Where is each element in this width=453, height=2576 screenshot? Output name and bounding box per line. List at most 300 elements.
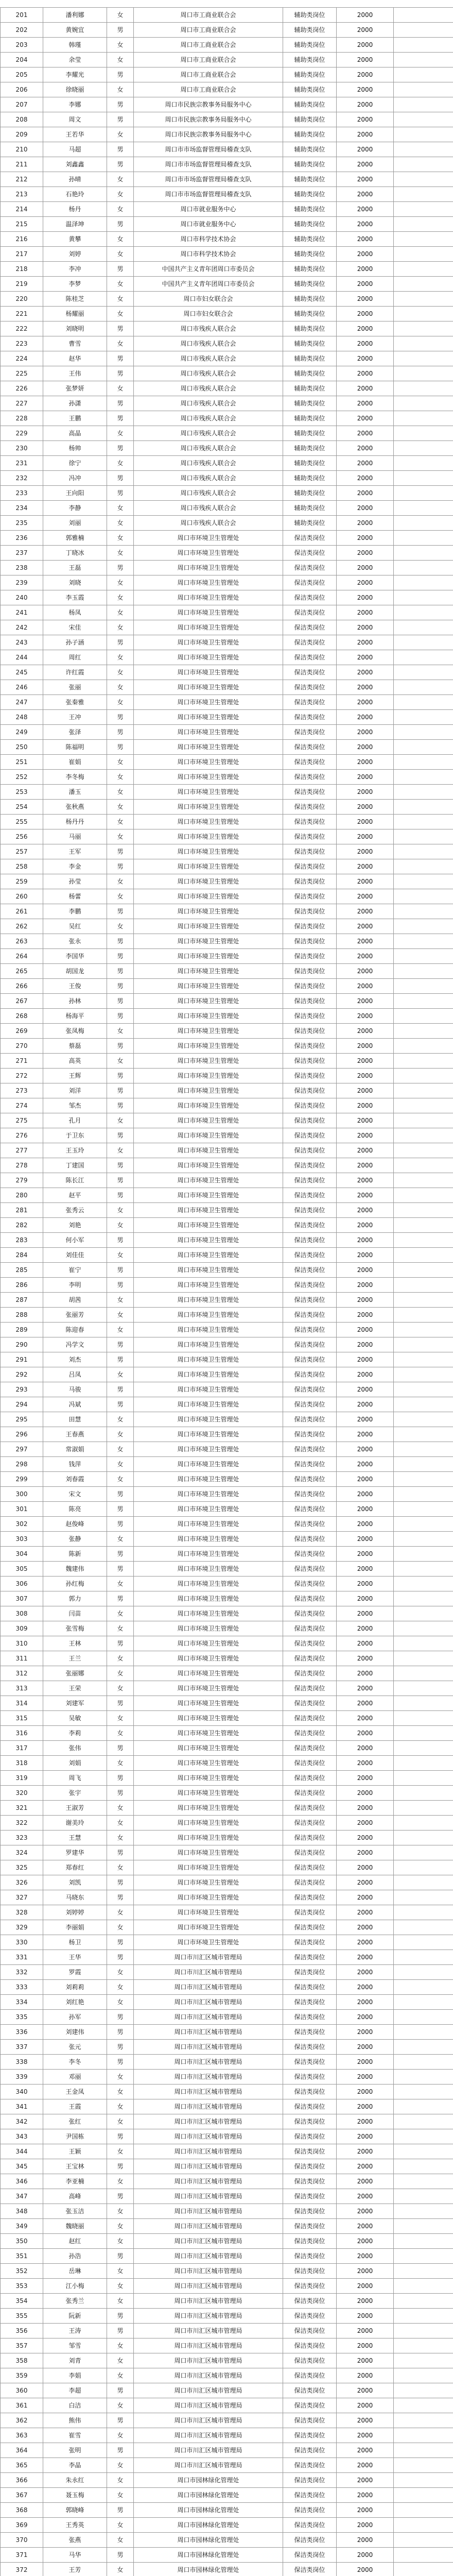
- amount-cell: 2000: [337, 785, 394, 800]
- table-row: [1, 2473, 453, 2488]
- position-cell: 保洁类岗位: [283, 2353, 337, 2368]
- remarks-cell: [394, 2309, 453, 2324]
- table-row: [1, 859, 453, 874]
- amount-cell: 2000: [337, 904, 394, 919]
- gender-cell: 女: [107, 1218, 134, 1233]
- name-cell: 刘建伟: [43, 2025, 107, 2040]
- index-cell: 328: [1, 1905, 43, 1920]
- table-row: [1, 157, 453, 172]
- gender-cell: 女: [107, 1427, 134, 1442]
- table-row: [1, 1188, 453, 1203]
- gender-cell: 女: [107, 1816, 134, 1831]
- name-cell: 邓丽: [43, 2070, 107, 2084]
- gender-cell: 女: [107, 889, 134, 904]
- position-cell: 保洁类岗位: [283, 755, 337, 770]
- name-cell: 蔡磊: [43, 1039, 107, 1054]
- gender-cell: 女: [107, 1248, 134, 1263]
- index-cell: 310: [1, 1636, 43, 1651]
- gender-cell: 男: [107, 2249, 134, 2264]
- gender-cell: 女: [107, 456, 134, 471]
- amount-cell: 2000: [337, 1487, 394, 1502]
- unit-cell: 周口市环境卫生管理处: [134, 575, 283, 590]
- index-cell: 358: [1, 2353, 43, 2368]
- index-cell: 340: [1, 2084, 43, 2099]
- amount-cell: 2000: [337, 38, 394, 53]
- index-cell: 318: [1, 1756, 43, 1771]
- table-row: [1, 2144, 453, 2159]
- remarks-cell: [394, 2249, 453, 2264]
- position-cell: 保洁类岗位: [283, 829, 337, 844]
- remarks-cell: [394, 889, 453, 904]
- index-cell: 254: [1, 800, 43, 815]
- gender-cell: 女: [107, 2398, 134, 2413]
- position-cell: 保洁类岗位: [283, 1577, 337, 1591]
- unit-cell: 周口市残疾人联合会: [134, 336, 283, 351]
- unit-cell: 周口市川汇区城市管理局: [134, 2413, 283, 2428]
- gender-cell: 男: [107, 2040, 134, 2055]
- remarks-cell: [394, 1024, 453, 1039]
- index-cell: 232: [1, 471, 43, 486]
- remarks-cell: [394, 1532, 453, 1547]
- name-cell: 李鹏: [43, 904, 107, 919]
- amount-cell: 2000: [337, 1054, 394, 1069]
- unit-cell: 周口市环境卫生管理处: [134, 695, 283, 710]
- table-row: [1, 2458, 453, 2473]
- position-cell: 保洁类岗位: [283, 2204, 337, 2219]
- amount-cell: 2000: [337, 1831, 394, 1845]
- unit-cell: 周口市残疾人联合会: [134, 381, 283, 396]
- unit-cell: 周口市环境卫生管理处: [134, 1875, 283, 1890]
- position-cell: 辅助类岗位: [283, 396, 337, 411]
- index-cell: 236: [1, 531, 43, 546]
- index-cell: 239: [1, 575, 43, 590]
- position-cell: 保洁类岗位: [283, 1591, 337, 1606]
- gender-cell: 女: [107, 2144, 134, 2159]
- remarks-cell: [394, 740, 453, 755]
- position-cell: 保洁类岗位: [283, 964, 337, 979]
- remarks-cell: [394, 635, 453, 650]
- gender-cell: 男: [107, 1950, 134, 1965]
- remarks-cell: [394, 1442, 453, 1457]
- amount-cell: 2000: [337, 366, 394, 381]
- position-cell: 保洁类岗位: [283, 2324, 337, 2338]
- amount-cell: 2000: [337, 1069, 394, 1083]
- amount-cell: 2000: [337, 695, 394, 710]
- unit-cell: 周口市环境卫生管理处: [134, 1591, 283, 1606]
- name-cell: 崔雪: [43, 2428, 107, 2443]
- index-cell: 333: [1, 1980, 43, 1995]
- remarks-cell: [394, 2548, 453, 2563]
- gender-cell: 女: [107, 1113, 134, 1128]
- amount-cell: 2000: [337, 1397, 394, 1412]
- gender-cell: 男: [107, 1935, 134, 1950]
- remarks-cell: [394, 277, 453, 292]
- unit-cell: 周口市川汇区城市管理局: [134, 2294, 283, 2309]
- position-cell: 保洁类岗位: [283, 1278, 337, 1293]
- remarks-cell: [394, 38, 453, 53]
- roster-table: [0, 7, 453, 2576]
- name-cell: 胡茜: [43, 1293, 107, 1308]
- position-cell: 保洁类岗位: [283, 1651, 337, 1666]
- amount-cell: 2000: [337, 1337, 394, 1352]
- position-cell: 辅助类岗位: [283, 501, 337, 516]
- position-cell: 保洁类岗位: [283, 800, 337, 815]
- index-cell: 314: [1, 1696, 43, 1711]
- index-cell: 246: [1, 680, 43, 695]
- gender-cell: 男: [107, 2443, 134, 2458]
- amount-cell: 2000: [337, 1681, 394, 1696]
- amount-cell: 2000: [337, 232, 394, 247]
- name-cell: 崔宁: [43, 1263, 107, 1278]
- table-row: [1, 112, 453, 127]
- unit-cell: 周口市川汇区城市管理局: [134, 2324, 283, 2338]
- position-cell: 保洁类岗位: [283, 2099, 337, 2114]
- gender-cell: 男: [107, 366, 134, 381]
- position-cell: 辅助类岗位: [283, 262, 337, 277]
- name-cell: 李晶: [43, 2458, 107, 2473]
- gender-cell: 女: [107, 1995, 134, 2010]
- amount-cell: 2000: [337, 680, 394, 695]
- gender-cell: 女: [107, 2204, 134, 2219]
- remarks-cell: [394, 1113, 453, 1128]
- unit-cell: 周口市园林绿化管理处: [134, 2548, 283, 2563]
- remarks-cell: [394, 486, 453, 501]
- position-cell: 辅助类岗位: [283, 247, 337, 262]
- unit-cell: 周口市环境卫生管理处: [134, 755, 283, 770]
- name-cell: 韩瑾: [43, 38, 107, 53]
- name-cell: 余莹: [43, 53, 107, 67]
- amount-cell: 2000: [337, 1293, 394, 1308]
- unit-cell: 周口市川汇区城市管理局: [134, 1995, 283, 2010]
- amount-cell: 2000: [337, 307, 394, 321]
- index-cell: 308: [1, 1606, 43, 1621]
- table-row: [1, 1218, 453, 1233]
- index-cell: 293: [1, 1382, 43, 1397]
- table-row: [1, 381, 453, 396]
- table-row: [1, 605, 453, 620]
- unit-cell: 周口市川汇区城市管理局: [134, 2249, 283, 2264]
- name-cell: 阮新: [43, 2309, 107, 2324]
- table-row: [1, 2055, 453, 2070]
- index-cell: 284: [1, 1248, 43, 1263]
- remarks-cell: [394, 112, 453, 127]
- remarks-cell: [394, 979, 453, 994]
- remarks-cell: [394, 1845, 453, 1860]
- amount-cell: 2000: [337, 292, 394, 307]
- position-cell: 保洁类岗位: [283, 1069, 337, 1083]
- name-cell: 王军: [43, 844, 107, 859]
- amount-cell: 2000: [337, 1323, 394, 1337]
- name-cell: 郑春红: [43, 1860, 107, 1875]
- name-cell: 杨帅: [43, 441, 107, 456]
- name-cell: 张秦雅: [43, 695, 107, 710]
- gender-cell: 女: [107, 307, 134, 321]
- index-cell: 201: [1, 8, 43, 23]
- gender-cell: 男: [107, 1098, 134, 1113]
- unit-cell: 周口市环境卫生管理处: [134, 919, 283, 934]
- table-row: [1, 1801, 453, 1816]
- table-row: [1, 800, 453, 815]
- amount-cell: 2000: [337, 1532, 394, 1547]
- table-row: [1, 1248, 453, 1263]
- position-cell: 保洁类岗位: [283, 1352, 337, 1367]
- position-cell: 保洁类岗位: [283, 740, 337, 755]
- amount-cell: 2000: [337, 351, 394, 366]
- unit-cell: 周口市川汇区城市管理局: [134, 2279, 283, 2294]
- index-cell: 287: [1, 1293, 43, 1308]
- amount-cell: 2000: [337, 1158, 394, 1173]
- table-row: [1, 1591, 453, 1606]
- table-row: [1, 1009, 453, 1024]
- remarks-cell: [394, 23, 453, 38]
- amount-cell: 2000: [337, 1039, 394, 1054]
- index-cell: 268: [1, 1009, 43, 1024]
- gender-cell: 男: [107, 1562, 134, 1577]
- index-cell: 233: [1, 486, 43, 501]
- unit-cell: 周口市环境卫生管理处: [134, 1233, 283, 1248]
- position-cell: 辅助类岗位: [283, 127, 337, 142]
- index-cell: 356: [1, 2324, 43, 2338]
- index-cell: 360: [1, 2383, 43, 2398]
- index-cell: 207: [1, 97, 43, 112]
- unit-cell: 周口市环境卫生管理处: [134, 1651, 283, 1666]
- table-row: [1, 2428, 453, 2443]
- remarks-cell: [394, 2338, 453, 2353]
- index-cell: 202: [1, 23, 43, 38]
- amount-cell: 2000: [337, 321, 394, 336]
- gender-cell: 男: [107, 740, 134, 755]
- table-row: [1, 1069, 453, 1083]
- position-cell: 辅助类岗位: [283, 202, 337, 217]
- table-row: [1, 307, 453, 321]
- gender-cell: 男: [107, 2503, 134, 2518]
- table-row: [1, 1487, 453, 1502]
- unit-cell: 周口市环境卫生管理处: [134, 1741, 283, 1756]
- remarks-cell: [394, 1547, 453, 1562]
- index-cell: 295: [1, 1412, 43, 1427]
- gender-cell: 男: [107, 157, 134, 172]
- name-cell: 李明: [43, 1278, 107, 1293]
- amount-cell: 2000: [337, 1128, 394, 1143]
- name-cell: 刘莉莉: [43, 1980, 107, 1995]
- amount-cell: 2000: [337, 770, 394, 785]
- remarks-cell: [394, 1054, 453, 1069]
- gender-cell: 女: [107, 2070, 134, 2084]
- gender-cell: 女: [107, 800, 134, 815]
- table-row: [1, 187, 453, 202]
- name-cell: 孙潇: [43, 396, 107, 411]
- name-cell: 王林: [43, 1636, 107, 1651]
- index-cell: 307: [1, 1591, 43, 1606]
- gender-cell: 女: [107, 82, 134, 97]
- position-cell: 保洁类岗位: [283, 919, 337, 934]
- unit-cell: 周口市环境卫生管理处: [134, 1726, 283, 1741]
- table-row: [1, 2249, 453, 2264]
- index-cell: 203: [1, 38, 43, 53]
- gender-cell: 女: [107, 1143, 134, 1158]
- remarks-cell: [394, 366, 453, 381]
- unit-cell: 周口市环境卫生管理处: [134, 605, 283, 620]
- name-cell: 潘玉: [43, 785, 107, 800]
- index-cell: 292: [1, 1367, 43, 1382]
- name-cell: 王春燕: [43, 1427, 107, 1442]
- index-cell: 335: [1, 2010, 43, 2025]
- unit-cell: 周口市残疾人联合会: [134, 426, 283, 441]
- unit-cell: 周口市环境卫生管理处: [134, 725, 283, 740]
- name-cell: 马华: [43, 2548, 107, 2563]
- name-cell: 张玉洁: [43, 2204, 107, 2219]
- gender-cell: 男: [107, 1382, 134, 1397]
- amount-cell: 2000: [337, 262, 394, 277]
- unit-cell: 中国共产主义青年团周口市委员会: [134, 277, 283, 292]
- unit-cell: 周口市环境卫生管理处: [134, 665, 283, 680]
- unit-cell: 周口市环境卫生管理处: [134, 1293, 283, 1308]
- unit-cell: 周口市园林绿化管理处: [134, 2503, 283, 2518]
- unit-cell: 周口市园林绿化管理处: [134, 2518, 283, 2533]
- index-cell: 221: [1, 307, 43, 321]
- remarks-cell: [394, 650, 453, 665]
- remarks-cell: [394, 2234, 453, 2249]
- gender-cell: 女: [107, 815, 134, 829]
- index-cell: 368: [1, 2503, 43, 2518]
- name-cell: 刘建军: [43, 1696, 107, 1711]
- position-cell: 保洁类岗位: [283, 1487, 337, 1502]
- table-row: [1, 1427, 453, 1442]
- table-row: [1, 1621, 453, 1636]
- gender-cell: 女: [107, 2174, 134, 2189]
- amount-cell: 2000: [337, 575, 394, 590]
- table-row: [1, 1756, 453, 1771]
- table-row: [1, 1547, 453, 1562]
- position-cell: 保洁类岗位: [283, 2159, 337, 2174]
- index-cell: 234: [1, 501, 43, 516]
- amount-cell: 2000: [337, 2338, 394, 2353]
- remarks-cell: [394, 1143, 453, 1158]
- index-cell: 291: [1, 1352, 43, 1367]
- name-cell: 王辉: [43, 1069, 107, 1083]
- position-cell: 保洁类岗位: [283, 1412, 337, 1427]
- gender-cell: 男: [107, 2189, 134, 2204]
- name-cell: 王冲: [43, 710, 107, 725]
- unit-cell: 周口市工商业联合会: [134, 67, 283, 82]
- table-row: [1, 142, 453, 157]
- unit-cell: 周口市环境卫生管理处: [134, 1532, 283, 1547]
- index-cell: 315: [1, 1711, 43, 1726]
- name-cell: 张丽娜: [43, 1666, 107, 1681]
- remarks-cell: [394, 1233, 453, 1248]
- amount-cell: 2000: [337, 1083, 394, 1098]
- table-row: [1, 396, 453, 411]
- name-cell: 张梦妍: [43, 381, 107, 396]
- index-cell: 222: [1, 321, 43, 336]
- remarks-cell: [394, 725, 453, 740]
- amount-cell: 2000: [337, 1920, 394, 1935]
- table-row: [1, 2159, 453, 2174]
- gender-cell: 女: [107, 1621, 134, 1636]
- name-cell: 郭晓峰: [43, 2503, 107, 2518]
- remarks-cell: [394, 904, 453, 919]
- name-cell: 张丽芳: [43, 1308, 107, 1323]
- index-cell: 362: [1, 2413, 43, 2428]
- amount-cell: 2000: [337, 1606, 394, 1621]
- position-cell: 辅助类岗位: [283, 187, 337, 202]
- amount-cell: 2000: [337, 1024, 394, 1039]
- index-cell: 269: [1, 1024, 43, 1039]
- amount-cell: 2000: [337, 67, 394, 82]
- remarks-cell: [394, 1412, 453, 1427]
- gender-cell: 女: [107, 1442, 134, 1457]
- remarks-cell: [394, 2099, 453, 2114]
- table-row: [1, 2398, 453, 2413]
- amount-cell: 2000: [337, 561, 394, 575]
- amount-cell: 2000: [337, 934, 394, 949]
- gender-cell: 女: [107, 1532, 134, 1547]
- unit-cell: 周口市残疾人联合会: [134, 456, 283, 471]
- gender-cell: 男: [107, 486, 134, 501]
- amount-cell: 2000: [337, 1935, 394, 1950]
- amount-cell: 2000: [337, 2114, 394, 2129]
- name-cell: 宋佳: [43, 620, 107, 635]
- unit-cell: 周口市环境卫生管理处: [134, 1248, 283, 1263]
- unit-cell: 周口市环境卫生管理处: [134, 531, 283, 546]
- name-cell: 潘利娜: [43, 8, 107, 23]
- index-cell: 272: [1, 1069, 43, 1083]
- unit-cell: 周口市残疾人联合会: [134, 471, 283, 486]
- gender-cell: 男: [107, 1875, 134, 1890]
- index-cell: 214: [1, 202, 43, 217]
- amount-cell: 2000: [337, 1756, 394, 1771]
- position-cell: 保洁类岗位: [283, 2398, 337, 2413]
- unit-cell: 周口市环境卫生管理处: [134, 1098, 283, 1113]
- amount-cell: 2000: [337, 2129, 394, 2144]
- name-cell: 张秀兰: [43, 2294, 107, 2309]
- table-row: [1, 650, 453, 665]
- index-cell: 227: [1, 396, 43, 411]
- unit-cell: 周口市园林绿化管理处: [134, 2533, 283, 2548]
- remarks-cell: [394, 2383, 453, 2398]
- name-cell: 王淑芳: [43, 1801, 107, 1816]
- position-cell: 保洁类岗位: [283, 2174, 337, 2189]
- position-cell: 保洁类岗位: [283, 2413, 337, 2428]
- position-cell: 保洁类岗位: [283, 1502, 337, 1517]
- name-cell: 闫苗: [43, 1606, 107, 1621]
- unit-cell: 周口市环境卫生管理处: [134, 1367, 283, 1382]
- position-cell: 保洁类岗位: [283, 710, 337, 725]
- table-row: [1, 1442, 453, 1457]
- unit-cell: 周口市环境卫生管理处: [134, 1039, 283, 1054]
- remarks-cell: [394, 2279, 453, 2294]
- table-row: [1, 2353, 453, 2368]
- name-cell: 张静: [43, 1532, 107, 1547]
- name-cell: 刘艳: [43, 1218, 107, 1233]
- name-cell: 吕凤: [43, 1367, 107, 1382]
- amount-cell: 2000: [337, 426, 394, 441]
- index-cell: 372: [1, 2563, 43, 2576]
- remarks-cell: [394, 2264, 453, 2279]
- name-cell: 白洁: [43, 2398, 107, 2413]
- table-row: [1, 2338, 453, 2353]
- position-cell: 辅助类岗位: [283, 292, 337, 307]
- remarks-cell: [394, 217, 453, 232]
- position-cell: 辅助类岗位: [283, 23, 337, 38]
- unit-cell: 周口市环境卫生管理处: [134, 785, 283, 800]
- remarks-cell: [394, 2413, 453, 2428]
- name-cell: 魏晓丽: [43, 2219, 107, 2234]
- index-cell: 242: [1, 620, 43, 635]
- position-cell: 保洁类岗位: [283, 859, 337, 874]
- table-row: [1, 1711, 453, 1726]
- unit-cell: 周口市环境卫生管理处: [134, 1457, 283, 1472]
